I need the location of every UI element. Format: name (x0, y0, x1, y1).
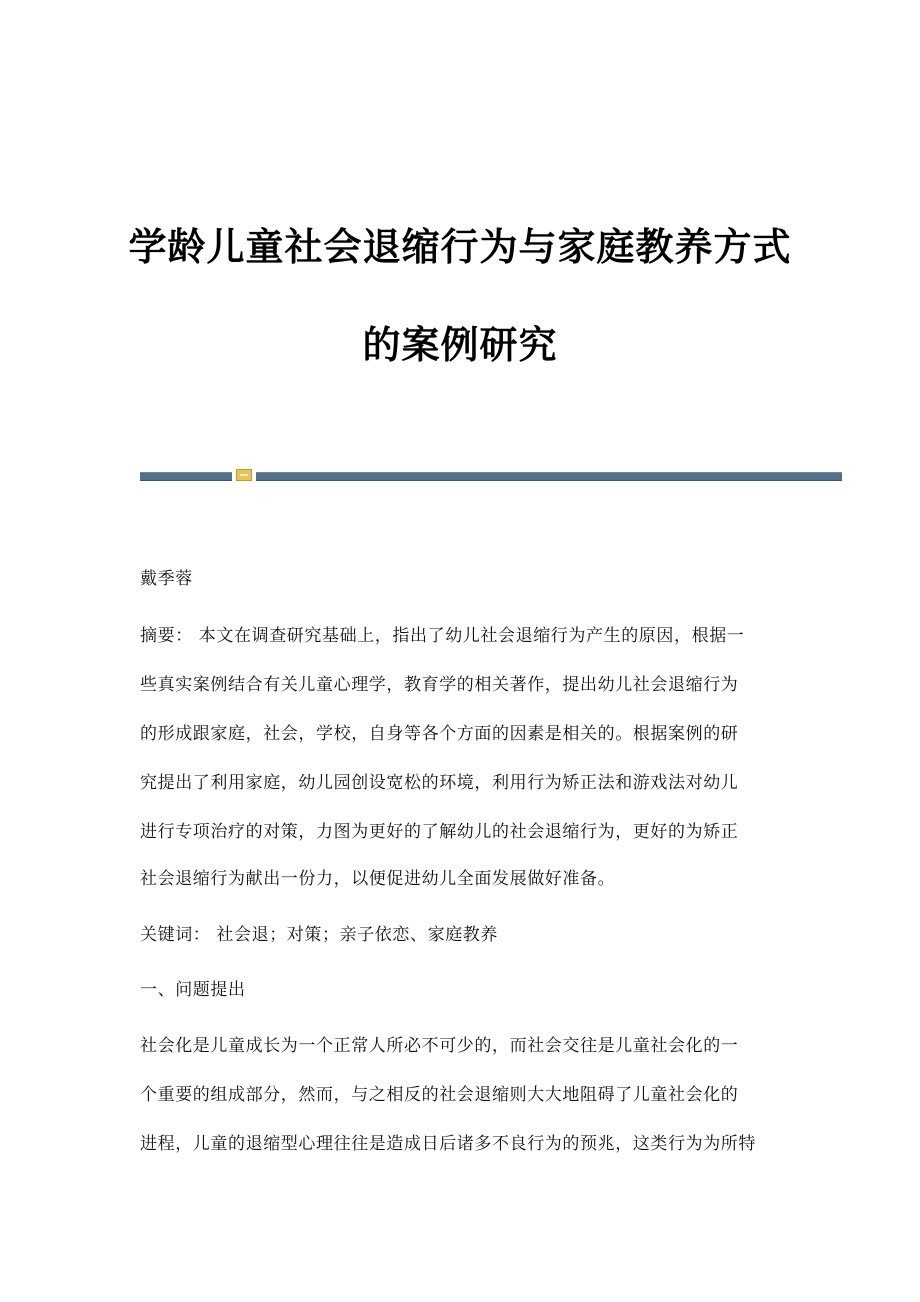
title-divider (140, 468, 842, 482)
section-heading: 一、问题提出 (140, 980, 246, 1000)
keywords-line: 关键词： 社会退；对策；亲子依恋、家庭教养 (140, 925, 499, 945)
divider-ornament-icon (236, 469, 252, 481)
abstract-line: 的形成跟家庭，社会，学校，自身等各个方面的因素是相关的。根据案例的研 (140, 724, 739, 744)
author-name: 戴季蓉 (140, 569, 193, 589)
document-title-line-2: 的案例研究 (362, 323, 558, 367)
body-line: 进程，儿童的退缩型心理往往是造成日后诸多不良行为的预兆，这类行为为所特 (140, 1134, 756, 1154)
document-title-line-1: 学龄儿童社会退缩行为与家庭教养方式 (128, 225, 792, 269)
body-line: 社会化是儿童成长为一个正常人所必不可少的，而社会交往是儿童社会化的一 (140, 1036, 739, 1056)
divider-bar-left (140, 472, 232, 481)
abstract-line: 进行专项治疗的对策，力图为更好的了解幼儿的社会退缩行为，更好的为矫正 (140, 822, 739, 842)
abstract-line: 些真实案例结合有关儿童心理学，教育学的相关著作，提出幼儿社会退缩行为 (140, 675, 739, 695)
abstract-line: 社会退缩行为献出一份力，以便促进幼儿全面发展做好准备。 (140, 869, 616, 889)
divider-bar-right (256, 472, 842, 481)
body-line: 个重要的组成部分，然而，与之相反的社会退缩则大大地阻碍了儿童社会化的 (140, 1085, 739, 1105)
abstract-line: 究提出了利用家庭，幼儿园创设宽松的环境，利用行为矫正法和游戏法对幼儿 (140, 773, 739, 793)
abstract-line: 摘要： 本文在调查研究基础上，指出了幼儿社会退缩行为产生的原因，根据一 (140, 626, 745, 646)
